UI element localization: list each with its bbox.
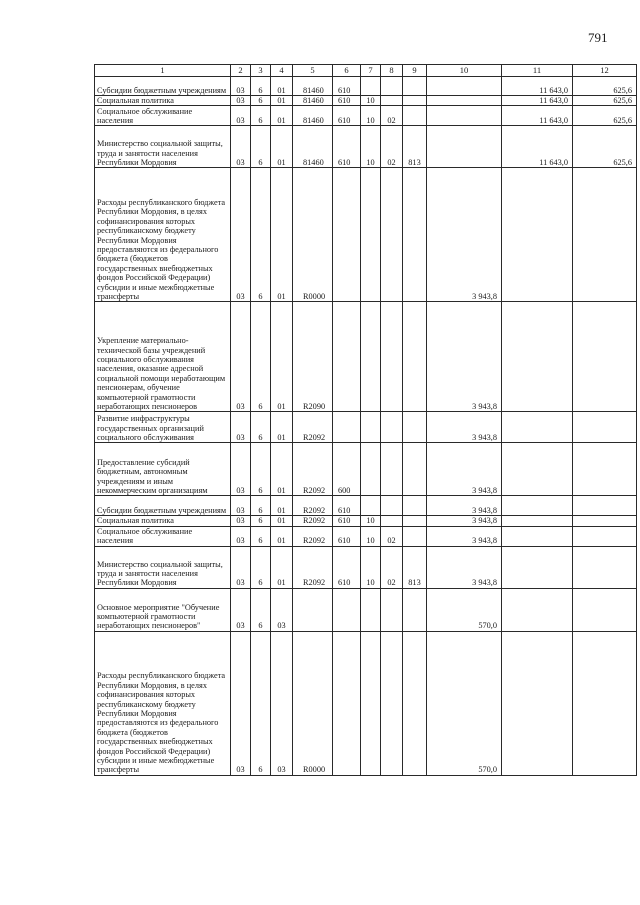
cell-c12 [573,546,637,588]
cell-c3: 6 [251,77,271,96]
cell-c3: 6 [251,106,271,126]
cell-c5: 81460 [293,77,333,96]
cell-c3: 6 [251,631,271,775]
cell-c8: 02 [381,526,403,546]
cell-c2: 03 [231,631,251,775]
cell-c10 [427,96,502,106]
cell-c9: 813 [403,126,427,168]
cell-c11 [502,526,573,546]
row-label: Расходы республиканского бюджета Республики Мордовия, в целях софинансирования которых республиканскому бюджету Республики Мордовия предоставляются из федерального бюджета (бюджетов государственных внебюджетных фондов Российской Федерации) субсидии и иные межбюджетные трансферты [95,631,231,775]
cell-c6: 610 [333,516,361,526]
cell-c5: 81460 [293,106,333,126]
cell-c4: 03 [271,588,293,631]
cell-c11 [502,631,573,775]
cell-c12: 625,6 [573,77,637,96]
table-row [95,106,637,126]
column-header: 7 [361,65,381,77]
cell-c9 [403,96,427,106]
cell-c11 [502,588,573,631]
cell-c11 [502,496,573,516]
table-header-row [95,65,637,77]
cell-c2: 03 [231,526,251,546]
cell-c11 [502,168,573,302]
cell-c12: 625,6 [573,126,637,168]
column-header: 11 [502,65,573,77]
cell-c10 [427,126,502,168]
cell-c5: 81460 [293,96,333,106]
column-header: 3 [251,65,271,77]
table-row [95,546,637,588]
table-row [95,496,637,516]
cell-c7: 10 [361,96,381,106]
cell-c8 [381,302,403,412]
cell-c10: 3 943,8 [427,412,502,443]
cell-c4: 01 [271,96,293,106]
cell-c4: 01 [271,106,293,126]
cell-c6 [333,168,361,302]
table-row [95,526,637,546]
cell-c9 [403,588,427,631]
cell-c6 [333,302,361,412]
cell-c6: 610 [333,106,361,126]
cell-c6 [333,588,361,631]
cell-c2: 03 [231,106,251,126]
cell-c9 [403,516,427,526]
cell-c12 [573,526,637,546]
cell-c4: 01 [271,126,293,168]
cell-c7 [361,302,381,412]
cell-c7 [361,77,381,96]
cell-c11: 11 643,0 [502,77,573,96]
cell-c10: 3 943,8 [427,496,502,516]
cell-c4: 01 [271,168,293,302]
cell-c11 [502,516,573,526]
cell-c3: 6 [251,516,271,526]
cell-c7: 10 [361,126,381,168]
cell-c6: 600 [333,443,361,496]
row-label: Социальное обслуживание населения [95,526,231,546]
cell-c2: 03 [231,516,251,526]
cell-c12 [573,516,637,526]
cell-c8: 02 [381,106,403,126]
cell-c5 [293,588,333,631]
cell-c2: 03 [231,168,251,302]
cell-c6 [333,412,361,443]
cell-c12: 625,6 [573,106,637,126]
cell-c12: 625,6 [573,96,637,106]
cell-c5: R2092 [293,496,333,516]
cell-c3: 6 [251,96,271,106]
cell-c9 [403,412,427,443]
cell-c4: 03 [271,631,293,775]
cell-c9 [403,302,427,412]
cell-c3: 6 [251,546,271,588]
budget-table [94,64,637,776]
cell-c7 [361,588,381,631]
cell-c4: 01 [271,516,293,526]
row-label: Предоставление субсидий бюджетным, автономным учреждениям и иным некоммерческим организациям [95,443,231,496]
cell-c7 [361,496,381,516]
cell-c8: 02 [381,126,403,168]
cell-c9 [403,106,427,126]
cell-c4: 01 [271,526,293,546]
row-label: Укрепление материально-технической базы учреждений социального обслуживания населения, оказание адресной социальной помощи неработающим пенсионерам, обучение компьютерной грамотности неработающих пенсионеров [95,302,231,412]
cell-c10: 3 943,8 [427,302,502,412]
column-header: 8 [381,65,403,77]
cell-c8 [381,96,403,106]
table-row [95,168,637,302]
cell-c6: 610 [333,96,361,106]
cell-c8 [381,443,403,496]
row-label: Расходы республиканского бюджета Республики Мордовия, в целях софинансирования которых республиканскому бюджету Республики Мордовия предоставляются из федерального бюджета (бюджетов государственных внебюджетных фондов Российской Федерации) субсидии и иные межбюджетные трансферты [95,168,231,302]
cell-c3: 6 [251,412,271,443]
cell-c8 [381,631,403,775]
table-body [95,77,637,776]
cell-c3: 6 [251,588,271,631]
cell-c6: 610 [333,126,361,168]
cell-c9 [403,526,427,546]
cell-c5: R2092 [293,546,333,588]
cell-c7: 10 [361,516,381,526]
cell-c11: 11 643,0 [502,106,573,126]
cell-c12 [573,443,637,496]
cell-c5: R2092 [293,412,333,443]
cell-c12 [573,412,637,443]
table-row [95,77,637,96]
cell-c10: 3 943,8 [427,443,502,496]
cell-c8: 02 [381,546,403,588]
cell-c12 [573,302,637,412]
column-header: 6 [333,65,361,77]
cell-c11 [502,546,573,588]
cell-c8 [381,496,403,516]
cell-c7 [361,168,381,302]
table-row [95,412,637,443]
cell-c9 [403,168,427,302]
column-header: 12 [573,65,637,77]
cell-c2: 03 [231,126,251,168]
cell-c7 [361,412,381,443]
cell-c5: 81460 [293,126,333,168]
cell-c10: 3 943,8 [427,546,502,588]
cell-c2: 03 [231,588,251,631]
cell-c2: 03 [231,96,251,106]
cell-c8 [381,516,403,526]
cell-c10: 3 943,8 [427,516,502,526]
cell-c4: 01 [271,302,293,412]
cell-c2: 03 [231,77,251,96]
cell-c6: 610 [333,496,361,516]
row-label: Субсидии бюджетным учреждениям [95,77,231,96]
row-label: Социальная политика [95,516,231,526]
cell-c7: 10 [361,546,381,588]
cell-c11 [502,412,573,443]
cell-c3: 6 [251,126,271,168]
cell-c9 [403,77,427,96]
cell-c11 [502,443,573,496]
column-header: 2 [231,65,251,77]
row-label: Социальная политика [95,96,231,106]
table-row [95,302,637,412]
cell-c2: 03 [231,412,251,443]
cell-c8 [381,412,403,443]
cell-c10 [427,77,502,96]
cell-c3: 6 [251,302,271,412]
cell-c7 [361,443,381,496]
cell-c11: 11 643,0 [502,96,573,106]
cell-c6: 610 [333,526,361,546]
page-number: 791 [588,30,608,45]
table-row [95,588,637,631]
row-label: Министерство социальной защиты, труда и занятости населения Республики Мордовия [95,546,231,588]
cell-c4: 01 [271,496,293,516]
column-header: 10 [427,65,502,77]
row-label: Развитие инфраструктуры государственных организаций социального обслуживания [95,412,231,443]
cell-c10: 570,0 [427,631,502,775]
cell-c2: 03 [231,302,251,412]
cell-c12 [573,168,637,302]
column-header: 9 [403,65,427,77]
cell-c6 [333,631,361,775]
table-row [95,631,637,775]
cell-c10: 3 943,8 [427,526,502,546]
table-row [95,126,637,168]
cell-c2: 03 [231,496,251,516]
cell-c7 [361,631,381,775]
cell-c10 [427,106,502,126]
cell-c9: 813 [403,546,427,588]
cell-c12 [573,588,637,631]
cell-c2: 03 [231,443,251,496]
cell-c7: 10 [361,106,381,126]
table-row [95,443,637,496]
table-row [95,516,637,526]
cell-c6: 610 [333,77,361,96]
cell-c8 [381,77,403,96]
cell-c7: 10 [361,526,381,546]
cell-c9 [403,443,427,496]
cell-c11: 11 643,0 [502,126,573,168]
cell-c5: R2092 [293,526,333,546]
cell-c8 [381,588,403,631]
column-header: 5 [293,65,333,77]
cell-c5: R0000 [293,168,333,302]
cell-c5: R2090 [293,302,333,412]
cell-c3: 6 [251,496,271,516]
cell-c12 [573,631,637,775]
cell-c9 [403,496,427,516]
cell-c5: R2092 [293,443,333,496]
cell-c3: 6 [251,526,271,546]
cell-c11 [502,302,573,412]
cell-c4: 01 [271,546,293,588]
cell-c10: 570,0 [427,588,502,631]
cell-c9 [403,631,427,775]
row-label: Министерство социальной защиты, труда и занятости населения Республики Мордовия [95,126,231,168]
cell-c4: 01 [271,412,293,443]
cell-c12 [573,496,637,516]
cell-c5: R0000 [293,631,333,775]
row-label: Субсидии бюджетным учреждениям [95,496,231,516]
cell-c3: 6 [251,443,271,496]
cell-c10: 3 943,8 [427,168,502,302]
row-label: Основное мероприятие "Обучение компьютерной грамотности неработающих пенсионеров" [95,588,231,631]
cell-c3: 6 [251,168,271,302]
cell-c5: R2092 [293,516,333,526]
column-header: 4 [271,65,293,77]
column-header: 1 [95,65,231,77]
cell-c2: 03 [231,546,251,588]
row-label: Социальное обслуживание населения [95,106,231,126]
cell-c4: 01 [271,77,293,96]
cell-c4: 01 [271,443,293,496]
cell-c6: 610 [333,546,361,588]
table-row [95,96,637,106]
cell-c8 [381,168,403,302]
